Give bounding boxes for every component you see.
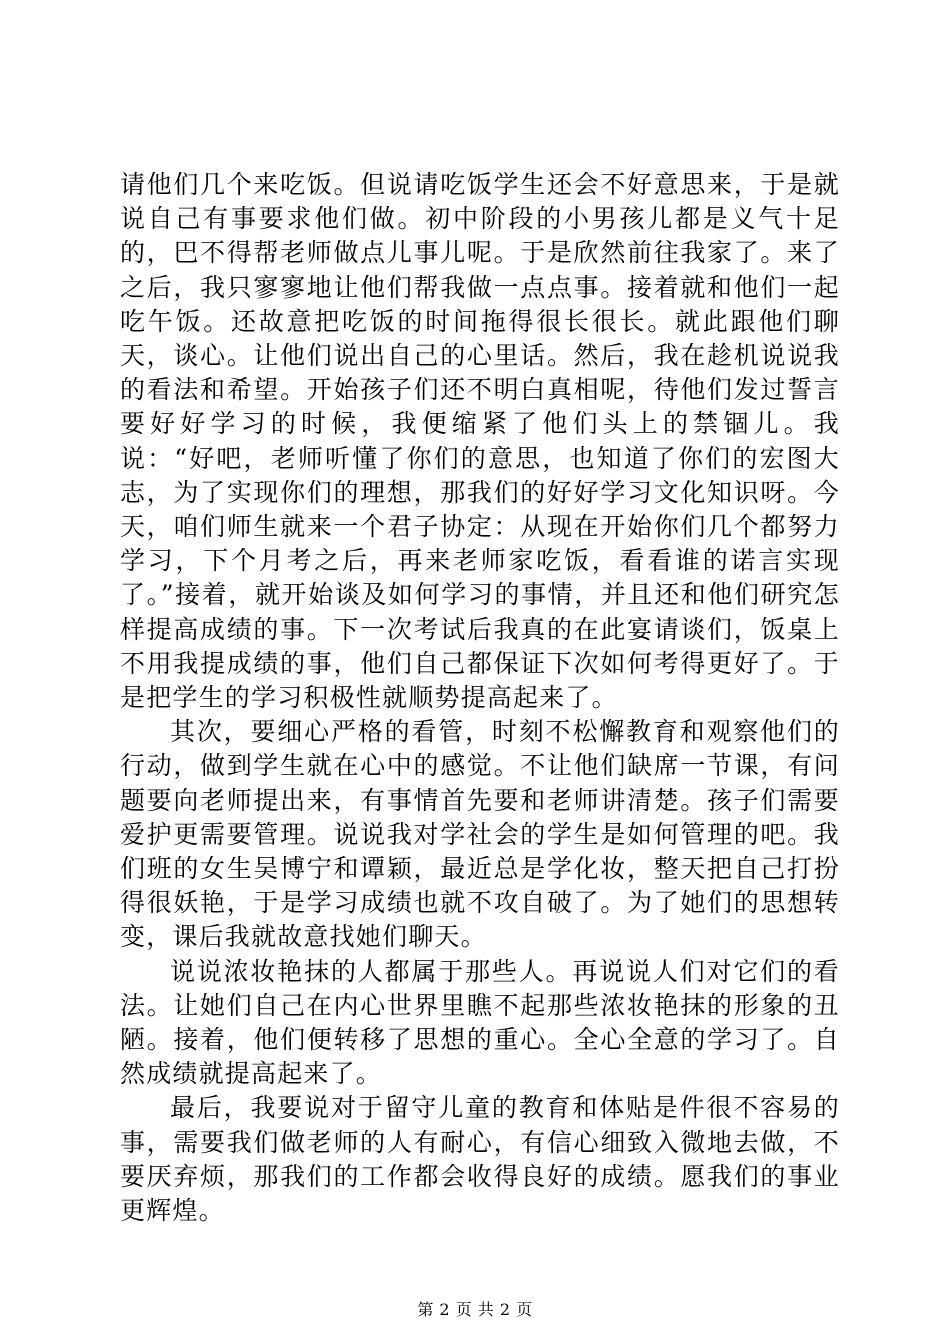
paragraph-4: 最后，我要说对于留守儿童的教育和体贴是件很不容易的事，需要我们做老师的人有耐心，有信心细致入微地去做，不要厌弃烦，那我们的工作都会收得良好的成绩。愿我们的事业更辉煌。 [120, 1093, 840, 1226]
page-footer [0, 1300, 950, 1320]
page-number-label: 第 2 页 共 2 页 [417, 1300, 533, 1319]
paragraph-3: 说说浓妆艳抹的人都属于那些人。再说说人们对它们的看法。让她们自己在内心世界里瞧不起那些浓妆艳抹的形象的丑陋。接着，他们便转移了思想的重心。全心全意的学习了。自然成绩就提高起来了。 [120, 956, 840, 1089]
document-body [120, 168, 840, 1228]
paragraph-2: 其次，要细心严格的看管，时刻不松懈教育和观察他们的行动，做到学生就在心中的感觉。不让他们缺席一节课，有问题要向老师提出来，有事情首先要和老师讲清楚。孩子们需要爱护更需要管理。说说我对学社会的学生是如何管理的吧。我们班的女生吴博宁和谭颖，最近总是学化妆，整天把自己打扮得很妖艳，于是学习成绩也就不攻自破了。为了她们的思想转变，课后我就故意找她们聊天。 [120, 717, 840, 952]
paragraph-1: 请他们几个来吃饭。但说请吃饭学生还会不好意思来，于是就说自己有事要求他们做。初中阶段的小男孩儿都是义气十足的，巴不得帮老师做点儿事儿呢。于是欣然前往我家了。来了之后，我只寥寥地让他们帮我做一点点事。接着就和他们一起吃午饭。还故意把吃饭的时间拖得很长很长。就此跟他们聊天，谈心。让他们说出自己的心里话。然后，我在趁机说说我的看法和希望。开始孩子们还不明白真相呢，待他们发过誓言要好好学习的时候，我便缩紧了他们头上的禁锢儿。我说：“好吧，老师听懂了你们的意思，也知道了你们的宏图大志，为了实现你们的理想，那我们的好好学习文化知识呀。今天，咱们师生就来一个君子协定：从现在开始你们几个都努力学习，下个月考之后，再来老师家吃饭，看看谁的诺言实现了。”接着，就开始谈及如何学习的事情，并且还和他们研究怎样提高成绩的事。下一次考试后我真的在此宴请谈们，饭桌上不用我提成绩的事，他们自己都保证下次如何考得更好了。于是把学生的学习积极性就顺势提高起来了。 [120, 170, 840, 713]
